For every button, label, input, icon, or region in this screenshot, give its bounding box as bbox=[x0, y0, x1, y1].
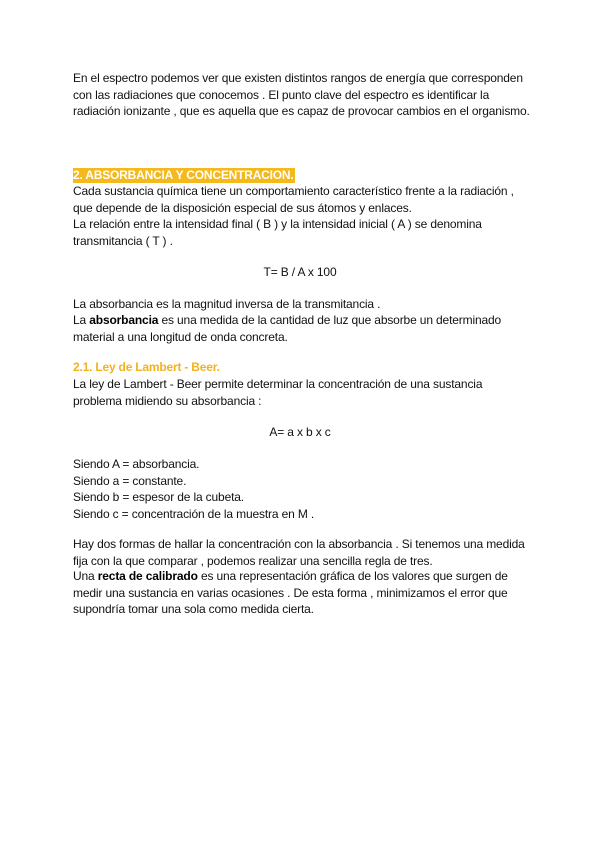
section21-paragraph-2: Hay dos formas de hallar la concentración con la absorbancia . Si tenemos una medida fija con la que comparar , podemos realizar una sencilla regla de tres. bbox=[73, 537, 525, 568]
section2-paragraph-3: La absorbancia es la magnitud inversa de la transmitancia . bbox=[73, 297, 381, 311]
definitions-list bbox=[73, 456, 533, 522]
section2-paragraph-2: La relación entre la intensidad final ( B ) y la intensidad inicial ( A ) se denomina transmitancia ( T ) . bbox=[73, 217, 482, 248]
section21-paragraph-1: La ley de Lambert - Beer permite determinar la concentración de una sustancia problema midiendo su absorbancia : bbox=[73, 377, 483, 408]
intro-paragraph: En el espectro podemos ver que existen distintos rangos de energía que corresponden con las radiaciones que conocemos . El punto clave del espectro es identificar la radiación ionizante , que es aquella que es capaz de provocar cambios en el organismo. bbox=[73, 71, 530, 118]
p3-prefix: Una bbox=[73, 569, 98, 583]
section2-paragraph-1: Cada sustancia química tiene un comportamiento característico frente a la radiación , que depende de la disposición especial de sus átomos y enlaces. bbox=[73, 184, 514, 215]
section-heading-absorbancia: 2. ABSORBANCIA Y CONCENTRACION. bbox=[73, 168, 294, 182]
subsection-heading-lambert-beer: 2.1. Ley de Lambert - Beer. bbox=[73, 360, 220, 374]
p4-suffix: es una medida de la cantidad de luz que absorbe un determinado material a una longitud de onda concreta. bbox=[73, 313, 502, 344]
section2-paragraph-4 bbox=[73, 312, 533, 345]
lambert-beer-formula: A= a x b x c bbox=[269, 425, 331, 439]
absorbancia-bold-term: absorbancia bbox=[89, 313, 159, 327]
definition-item: Siendo c = concentración de la muestra en M . bbox=[73, 506, 315, 521]
transmitancia-formula: T= B / A x 100 bbox=[263, 265, 337, 279]
definition-item: Siendo a = constante. bbox=[73, 473, 187, 488]
p4-prefix: La bbox=[73, 313, 90, 327]
definition-item: Siendo A = absorbancia. bbox=[73, 457, 200, 471]
p3-suffix: es una representación gráfica de los valores que surgen de medir una sustancia en varias ocasiones . De esta forma , minimizamos el error que supondría tomar una sola como medida cierta. bbox=[73, 569, 508, 616]
recta-calibrado-bold-term: recta de calibrado bbox=[97, 569, 198, 583]
section21-paragraph-3 bbox=[73, 568, 533, 618]
definition-item: Siendo b = espesor de la cubeta. bbox=[73, 490, 244, 504]
